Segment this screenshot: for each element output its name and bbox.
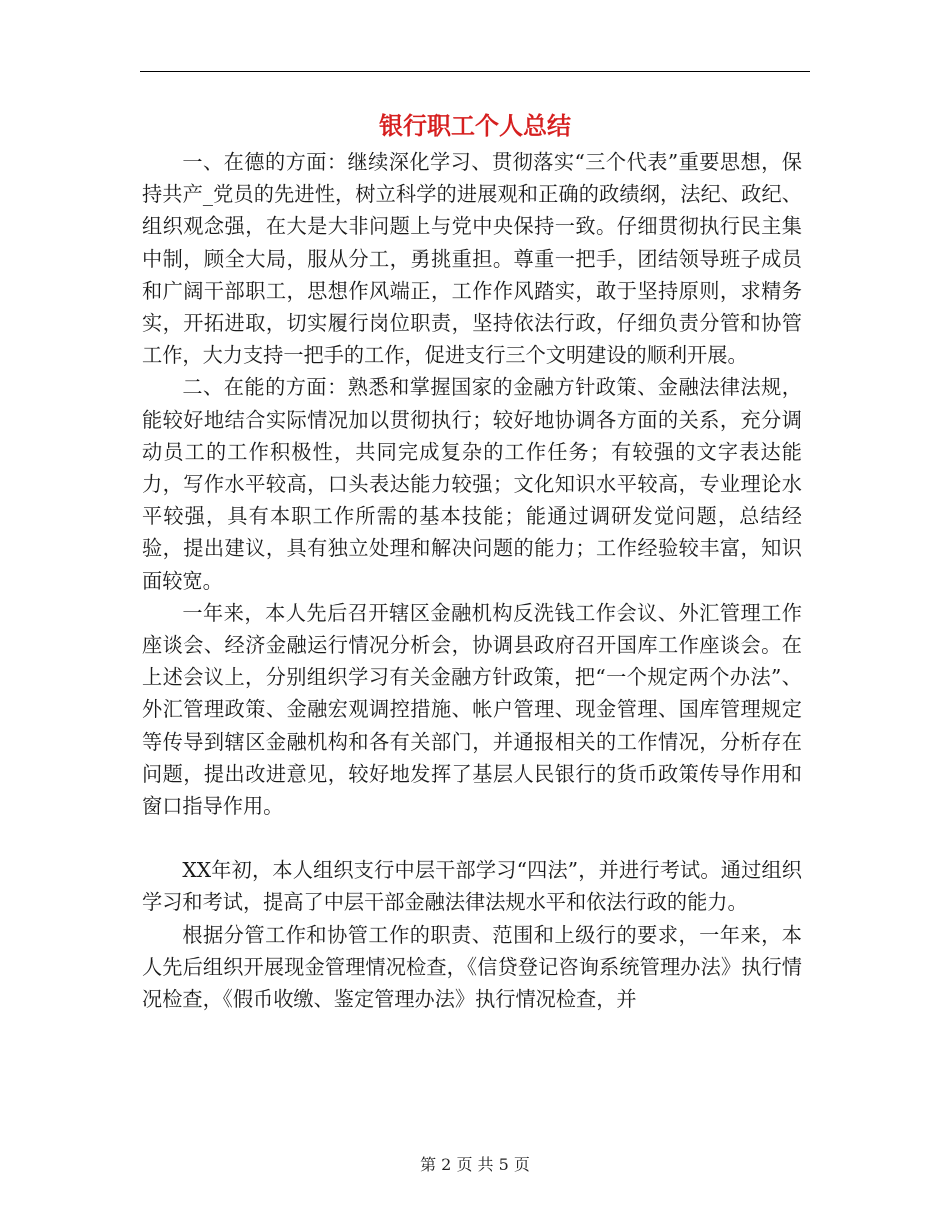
header-rule xyxy=(140,71,810,72)
paragraph-study-exam: XX年初，本人组织支行中层干部学习“四法”，并进行考试。通过组织学习和考试，提高了中层干部金融法律法规水平和依法行政的能力。 xyxy=(142,858,802,915)
paragraph-inspections: 根据分管工作和协管工作的职责、范围和上级行的要求，一年来，本人先后组织开展现金管理情况检查，《信贷登记咨询系统管理办法》执行情况检查，《假币收缴、鉴定管理办法》执行情况检查，并 xyxy=(142,922,802,1012)
paragraph-meetings: 一年来，本人先后召开辖区金融机构反洗钱工作会议、外汇管理工作座谈会、经济金融运行情况分析会，协调县政府召开国库工作座谈会。在上述会议上，分别组织学习有关金融方针政策，把“一个规定两个办法”、外汇管理政策、金融宏观调控措施、帐户管理、现金管理、国库管理规定等传导到辖区金融机构和各有关部门，并通报相关的工作情况，分析存在问题，提出改进意见，较好地发挥了基层人民银行的货币政策传导作用和窗口指导作用。 xyxy=(142,600,802,819)
document-body xyxy=(142,146,802,1015)
paragraph-morality: 一、在德的方面：继续深化学习、贯彻落实“三个代表”重要思想，保持共产_党员的先进性，树立科学的进展观和正确的政绩纲，法纪、政纪、组织观念强，在大是大非问题上与党中央保持一致。仔细贯彻执行民主集中制，顾全大局，服从分工，勇挑重担。尊重一把手，团结领导班子成员和广阔干部职工，思想作风端正，工作作风踏实，敢于坚持原则，求精务实，开拓进取，切实履行岗位职责，坚持依法行政，仔细负责分管和协管工作，大力支持一把手的工作，促进支行三个文明建设的顺利开展。 xyxy=(142,150,802,368)
paragraph-ability: 二、在能的方面：熟悉和掌握国家的金融方针政策、金融法律法规，能较好地结合实际情况加以贯彻执行；较好地协调各方面的关系，充分调动员工的工作积极性，共同完成复杂的工作任务；有较强的文字表达能力，写作水平较高，口头表达能力较强；文化知识水平较高，专业理论水平较强，具有本职工作所需的基本技能；能通过调研发觉问题，总结经验，提出建议，具有独立处理和解决问题的能力；工作经验较丰富，知识面较宽。 xyxy=(142,375,802,593)
paragraph-spacer xyxy=(142,822,802,854)
page-number-footer: 第 2 页 共 5 页 xyxy=(420,1155,530,1174)
document-title: 银行职工个人总结 xyxy=(379,111,571,140)
